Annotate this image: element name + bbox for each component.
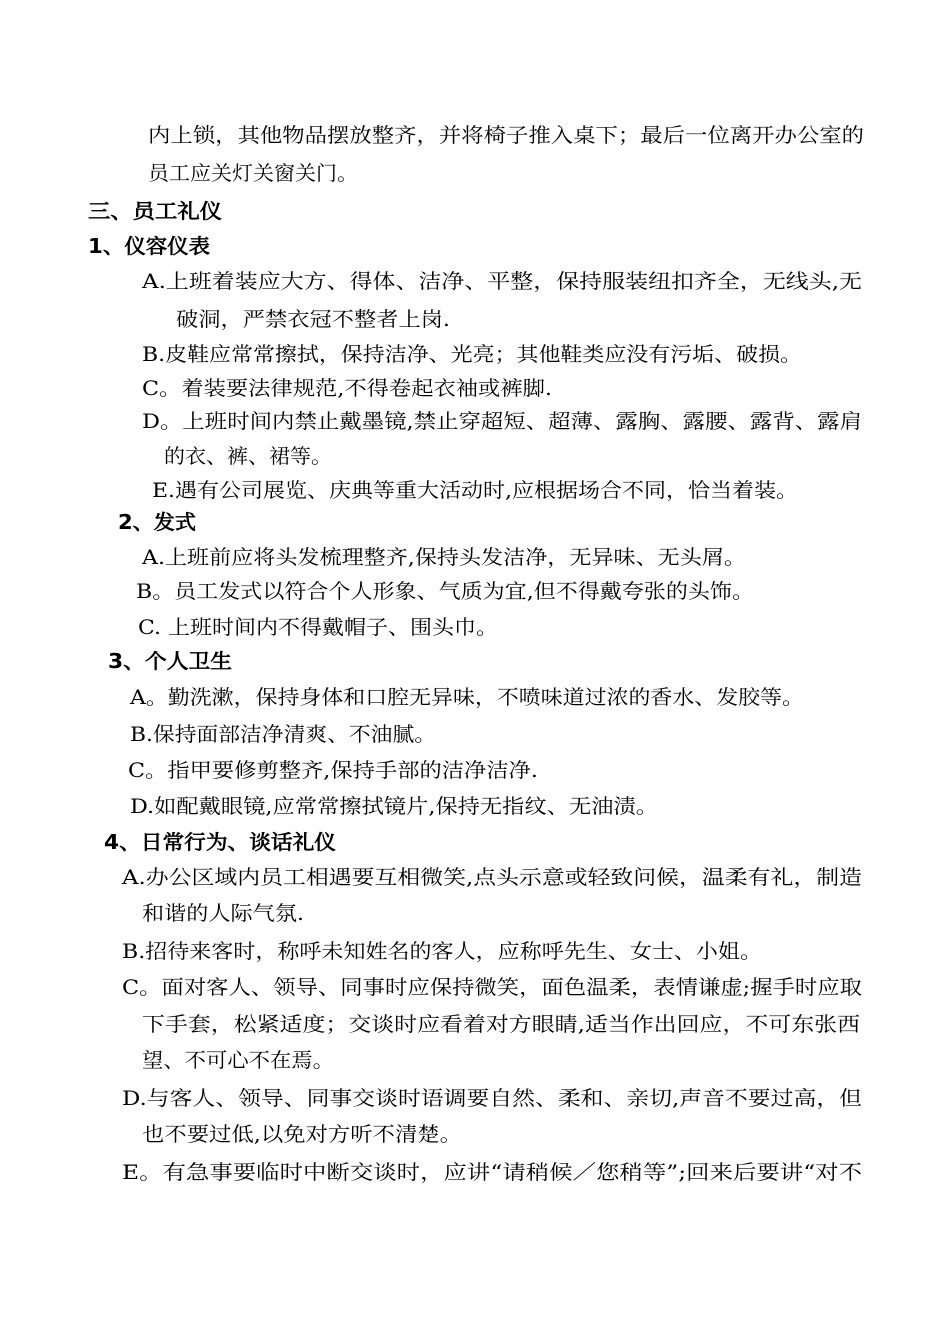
list-item-line: A。勤洗漱，保持身体和口腔无异味，不喷味道过浓的香水、发胶等。 xyxy=(130,685,804,709)
list-item-line: D。上班时间内禁止戴墨镜,禁止穿超短、超薄、露胸、露腰、露背、露肩 xyxy=(142,409,862,433)
list-item-line: C。面对客人、领导、同事时应保持微笑，面色温柔，表情谦虚;握手时应取 xyxy=(122,975,862,999)
paragraph-line: 内上锁，其他物品摆放整齐，并将椅子推入桌下；最后一位离开办公室的 xyxy=(148,123,864,147)
list-item-line: E。有急事要临时中断交谈时，应讲“请稍候／您稍等”;回来后要讲“对不 xyxy=(122,1160,862,1184)
list-item-line: B。员工发式以符合个人形象、气质为宜,但不得戴夸张的头饰。 xyxy=(136,579,754,603)
list-item-line: E.遇有公司展览、庆典等重大活动时,应根据场合不同，恰当着装。 xyxy=(152,478,798,502)
list-item-line: C. 上班时间内不得戴帽子、围头巾。 xyxy=(138,615,499,639)
subsection-heading-1: 1、仪容仪表 xyxy=(88,234,210,258)
list-item-line: 的衣、裤、裙等。 xyxy=(164,444,332,468)
list-item-line: D.与客人、领导、同事交谈时语调要自然、柔和、亲切,声音不要过高，但 xyxy=(122,1086,862,1110)
subsection-heading-2: 2、发式 xyxy=(118,510,196,534)
list-item-line: A.上班着装应大方、得体、洁净、平整，保持服装纽扣齐全，无线头,无 xyxy=(142,269,862,293)
subsection-heading-4: 4、日常行为、谈话礼仪 xyxy=(104,830,336,854)
list-item-line: C。着装要法律规范,不得卷起衣袖或裤脚. xyxy=(142,376,552,400)
paragraph-line: 员工应关灯关窗关门。 xyxy=(148,161,358,185)
list-item-line: 破洞，严禁衣冠不整者上岗. xyxy=(176,307,450,331)
list-item-line: B.保持面部洁净清爽、不油腻。 xyxy=(130,722,436,746)
list-item-line: 也不要过低,以免对方听不清楚。 xyxy=(142,1122,462,1146)
list-item-line: 下手套，松紧适度；交谈时应看着对方眼睛,适当作出回应，不可东张西 xyxy=(142,1012,860,1036)
list-item-line: A.上班前应将头发梳理整齐,保持头发洁净，无异味、无头屑。 xyxy=(142,545,746,569)
list-item-line: D.如配戴眼镜,应常常擦拭镜片,保持无指纹、无油渍。 xyxy=(130,794,658,818)
list-item-line: 望、不可心不在焉。 xyxy=(142,1048,334,1072)
list-item-line: C。指甲要修剪整齐,保持手部的洁净洁净. xyxy=(128,758,538,782)
list-item-line: B.皮鞋应常常擦拭，保持洁净、光亮；其他鞋类应没有污垢、破损。 xyxy=(142,342,802,366)
subsection-heading-3: 3、个人卫生 xyxy=(108,649,232,673)
list-item-line: 和谐的人际气氛. xyxy=(142,901,304,925)
list-item-line: A.办公区域内员工相遇要互相微笑,点头示意或轻致问候，温柔有礼，制造 xyxy=(122,865,862,889)
list-item-line: B.招待来客时，称呼未知姓名的客人，应称呼先生、女士、小姐。 xyxy=(122,939,762,963)
section-heading: 三、员工礼仪 xyxy=(88,199,222,223)
